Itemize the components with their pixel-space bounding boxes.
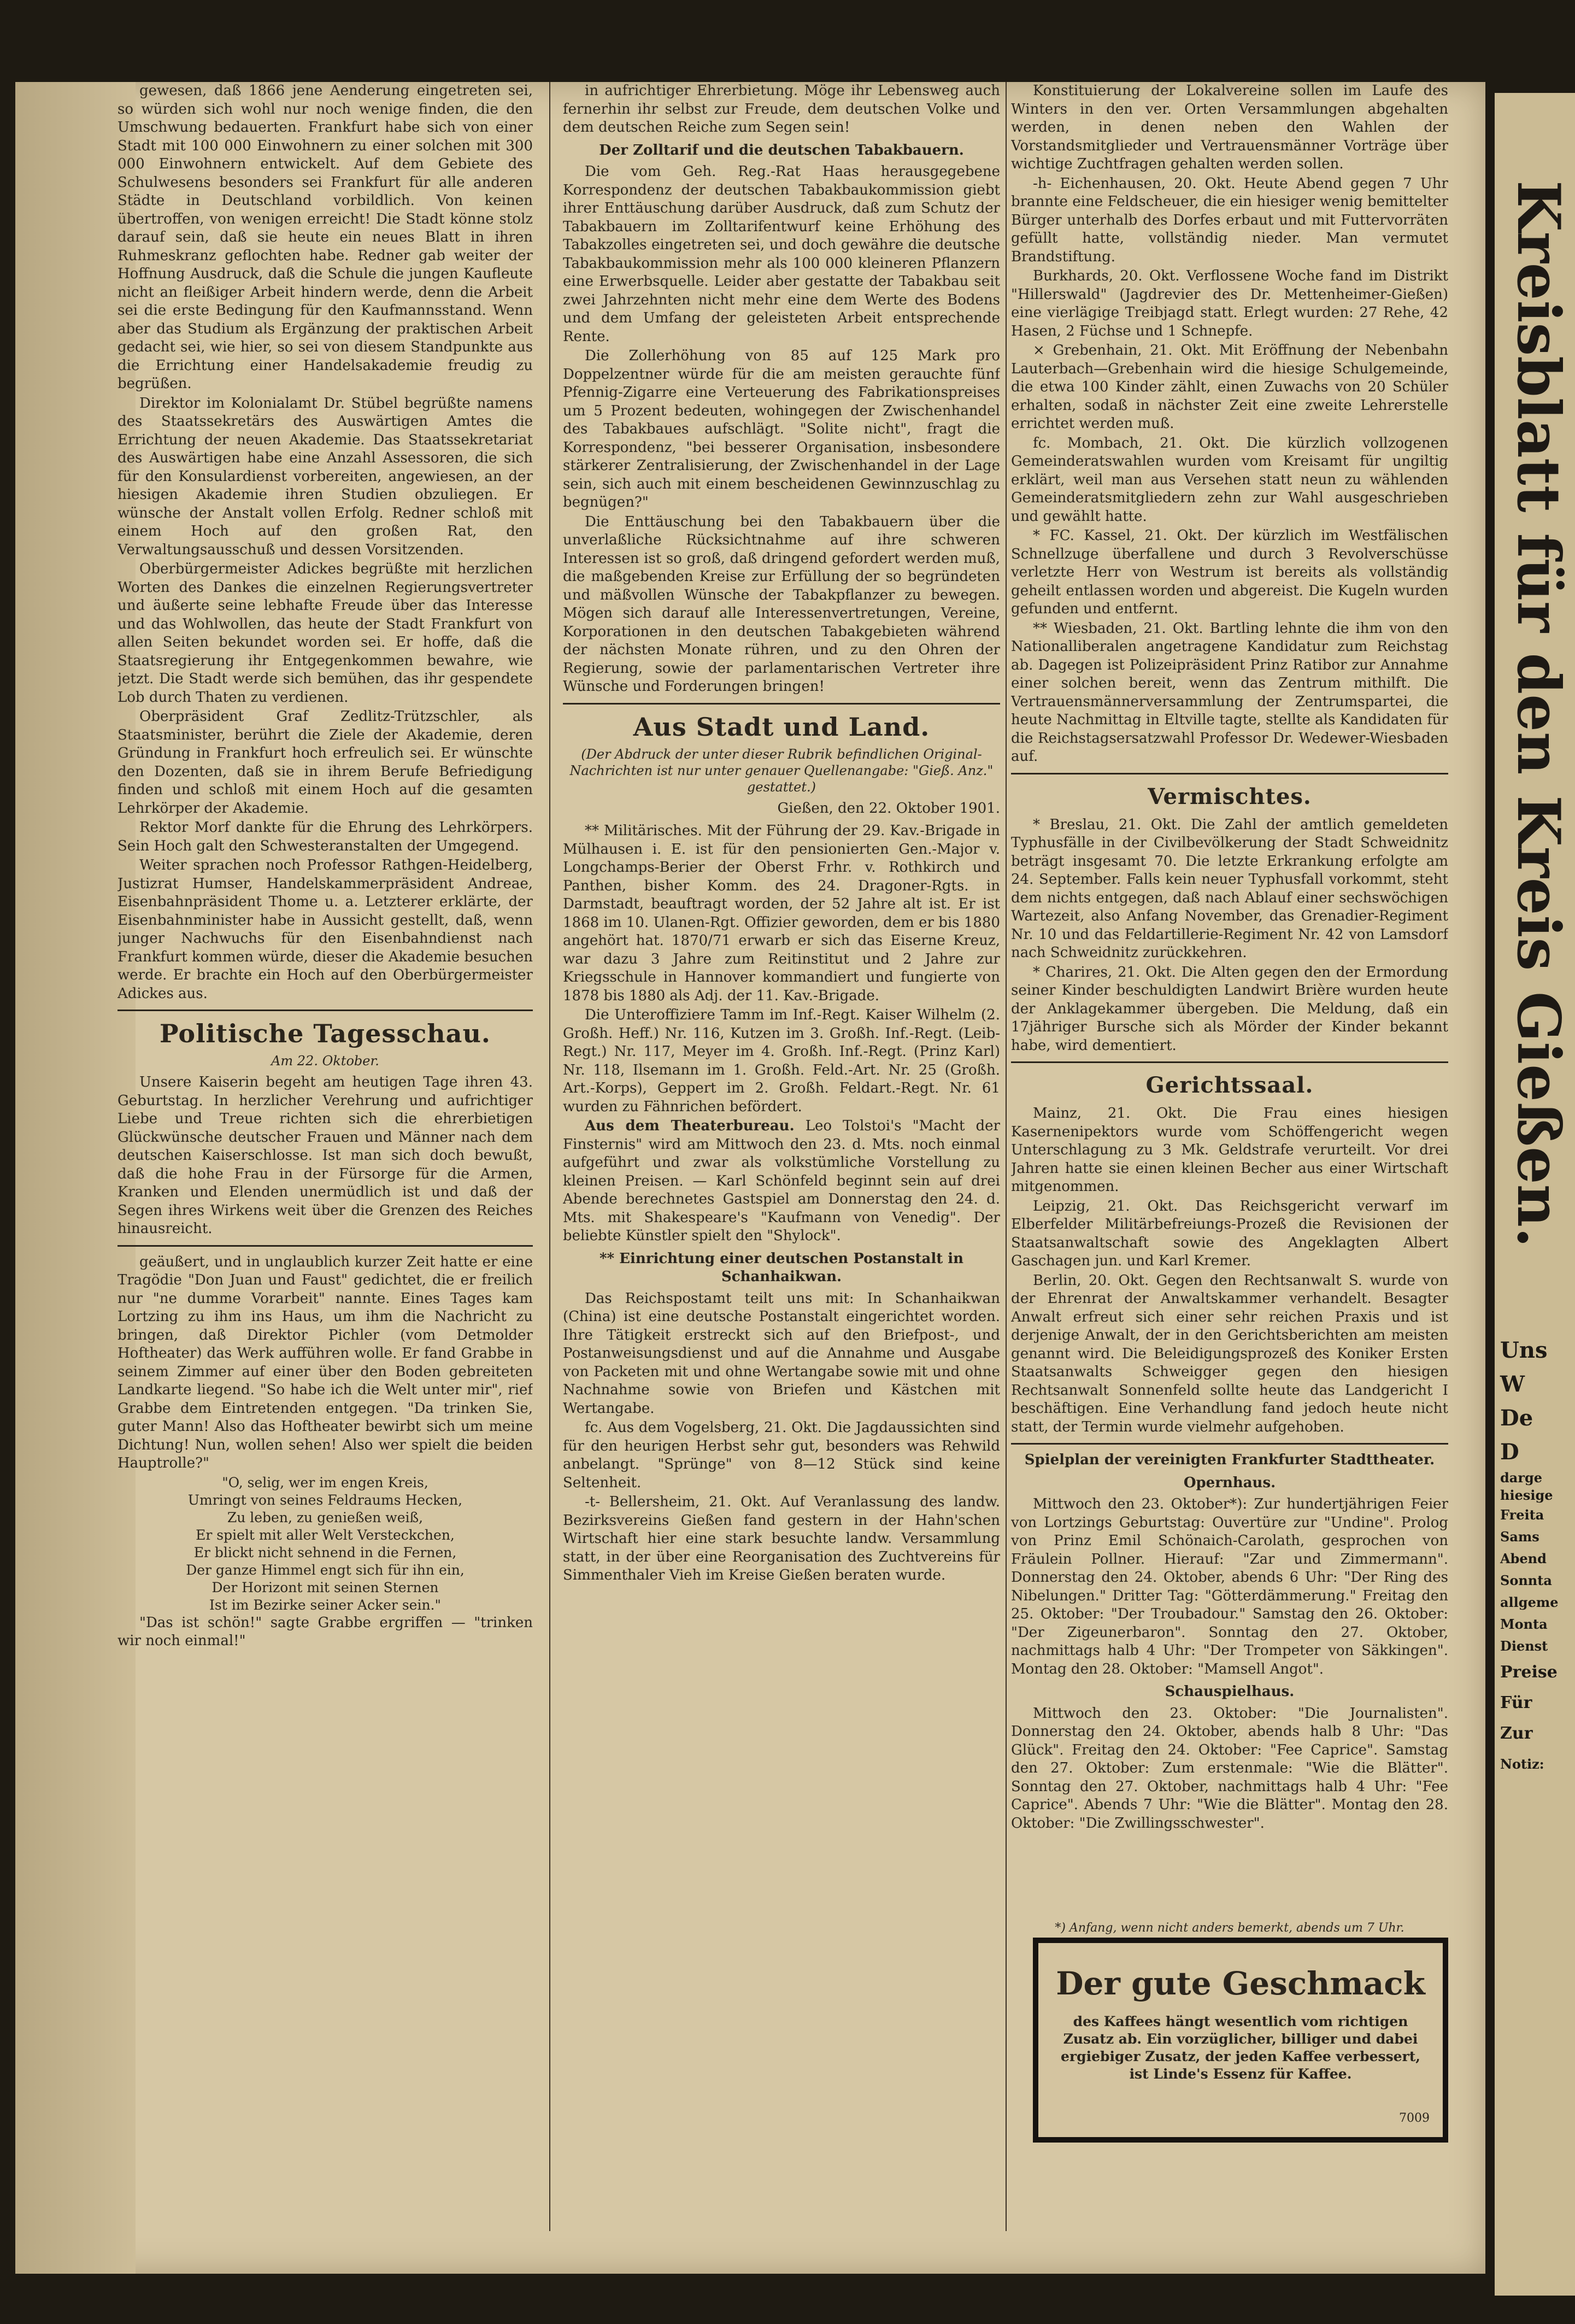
fragment: allgeme: [1500, 1594, 1559, 1610]
section-title: Vermischtes.: [1148, 783, 1312, 809]
paragraph: Berlin, 20. Okt. Gegen den Rechtsanwalt S. wurde von der Ehrenrat der Anwaltskammer verhandelt. Besagter Anwalt erfreut sich einer sehr reichen Praxis und ist derjenige Anwalt, der in den Gerichtsberichten am meisten genannt wird. Die Beleidigungsprozeß des Koniker Ersten Staatsanwalts Schweigger gegen den hiesigen Rechtsanwalt Sonnenfeld sollte heute das Landgericht I beschäftigen. Eine Verhandlung fand jedoch heute nicht statt, der Termin wurde vielmehr aufgehoben.: [1011, 1272, 1448, 1435]
poem-line: Er spielt mit aller Welt Versteckchen,: [196, 1527, 455, 1543]
paragraph: Oberpräsident Graf Zedlitz-Trützschler, als Staatsminister, berührt die Ziele der Akademie, deren Gründung in Frankfurt hoch erfreulich sei. Er wünschte den Dozenten, daß sie in ihrem Berufe Befriedigung finden und schloß mit einem Hoch auf die gesamten Lehrkörper der Akademie.: [117, 708, 533, 817]
fragment: Uns: [1500, 1337, 1548, 1363]
fragment: Freita: [1500, 1507, 1544, 1523]
section-title: Aus Stadt und Land.: [633, 712, 930, 742]
paragraph: Die Enttäuschung bei den Tabakbauern über die unverlaßliche Rücksichtnahme auf ihre schweren Interessen ist so groß, daß dringend gefordert werden muß, die maßgebenden Kreise zur Erfüllung der so begründeten und mäßvollen Wünsche der Tabakpflanzer zu bewegen. Mögen sich darauf alle Interessenvertretungen, Vereine, Korporationen in den deutschen Tabakgebieten während der nächsten Monate rühren, und zu den Ohren der Regierung, sowie der parlamentarischen Vertreter ihre Wünsche und Forderungen bringen!: [563, 513, 1000, 695]
paragraph: * Breslau, 21. Okt. Die Zahl der amtlich gemeldeten Typhusfälle in der Civilbevölkerung der Stadt Schweidnitz beträgt insgesamt 70. Die letzte Erkrankung erfolgte am 24. September. Falls kein neuer Typhusfall vorkommt, steht dem nichts entgegen, daß nach Ablauf einer sechswöchigen Wartezeit, also Anfang November, das Grenadier-Regiment Nr. 10 und das Feldartillerie-Regiment Nr. 42 von Lamsdorf nach Schweidnitz zurückkehren.: [1011, 816, 1448, 961]
fragment: hiesige: [1500, 1487, 1553, 1503]
poem: [117, 1474, 533, 1614]
fragment: darge: [1500, 1470, 1543, 1486]
section-date: Am 22. Oktober.: [271, 1053, 379, 1069]
fragment: Abend: [1500, 1551, 1547, 1566]
column-rule: [549, 82, 550, 2231]
paragraph: Das Reichspostamt teilt uns mit: In Schanhaikwan (China) ist eine deutsche Postanstalt eingerichtet worden. Ihre Tätigkeit erstreckt sich auf den Briefpost-, und Postanweisungsdienst und auf die Annahme und Ausgabe von Packeten mit und ohne Wertangabe sowie mit und ohne Nachnahme sowie von Briefen und Kästchen mit Wertangabe.: [563, 1290, 1000, 1417]
paragraph: Mittwoch den 23. Oktober: "Die Journalisten". Donnerstag den 24. Oktober, abends halb 8 Uhr: "Das Glück". Freitag den 24. Oktober: "Fee Caprice". Samstag den 27. Oktober: Zum erstenmale: "Wie die Blätter". Sonntag den 27. Oktober, nachmittags halb 4 Uhr: "Fee Caprice". Abends 7 Uhr: "Wie die Blätter". Montag den 28. Oktober: "Die Zwillingsschwester".: [1011, 1705, 1448, 1832]
footnote: *) Anfang, wenn nicht anders bemerkt, abends um 7 Uhr.: [1055, 1921, 1404, 1935]
masthead: Kreisblatt für den Kreis Gießen.: [1504, 180, 1573, 1248]
paragraph: [563, 1117, 1000, 1246]
paragraph: * FC. Kassel, 21. Okt. Der kürzlich im Westfälischen Schnellzuge überfallene und durch 3 Revolverschüsse verletzte Herr von Westrum ist bereits als vollständig geheilt entlassen worden und abgereist. Die Kugeln wurden gefunden und entfernt.: [1011, 527, 1448, 617]
paragraph-text: Leo Tolstoi's "Macht der Finsternis" wird am Mittwoch den 23. d. Mts. noch einmal aufgeführt und zwar als volkstümliche Vorstellung zu kleinen Preisen. — Karl Schönfeld beginnt sein auf drei Abende berechnetes Gastspiel am Donnerstag den 24. d. Mts. mit Shakespeare's "Kaufmann von Venedig". Der beliebte Künstler spielt den "Shylock".: [563, 1118, 1000, 1244]
paragraph: in aufrichtiger Ehrerbietung. Möge ihr Lebensweg auch fernerhin ihr selbst zur Freude, dem deutschen Volke und dem deutschen Reiche zum Segen sein!: [563, 83, 1000, 136]
paragraph: * Charires, 21. Okt. Die Alten gegen den der Ermordung seiner Kinder beschuldigten Landwirt Brière wurden heute der Anklagekammer übergeben. Die Meldung, daß ein 17jähriger Bursche sich als Mörder der Kinder bekannt habe, wird dementiert.: [1011, 964, 1448, 1054]
section-title: Gerichtssaal.: [1145, 1072, 1314, 1098]
poem-line: Ist im Bezirke seiner Acker sein.": [209, 1597, 441, 1613]
fragment: Für: [1500, 1693, 1532, 1712]
paragraph: Unsere Kaiserin begeht am heutigen Tage ihren 43. Geburtstag. In herzlicher Verehrung und aufrichtiger Liebe und Treue richten sich die ehrerbietigen Glückwünsche deutscher Frauen und Männer nach dem deutschen Kaiserschlosse. Ist man sich doch bewußt, daß die hohe Frau in der Fürsorge für die Armen, Kranken und Elenden unermüdlich ist und daß der Segen ihres Wirkens weit über die Grenzen des Reiches hinausreicht.: [117, 1074, 533, 1237]
paragraph: fc. Mombach, 21. Okt. Die kürzlich vollzogenen Gemeinderatswahlen wurden vom Kreisamt für ungiltig erklärt, weil man aus Versehen statt neun zu wählenden Gemeinderatsmitgliedern zehn zur Wahl ausgeschrieben und gewählt hatte.: [1011, 435, 1448, 525]
paragraph: ** Militärisches. Mit der Führung der 29. Kav.-Brigade in Mülhausen i. E. ist für den pensionierten Gen.-Major v. Longchamps-Berier der Oberst Frhr. v. Rothkirch und Panthen, bisher Komm. des 24. Dragoner-Rgts. in Darmstadt, beauftragt worden, der 52 Jahre alt ist. Er ist 1868 im 10. Ulanen-Rgt. Offizier geworden, dem er bis 1880 angehört hat. 1870/71 erwarb er sich das Eiserne Kreuz, war dazu 3 Jahre zum Reitinstitut und 2 Jahre zur Kriegsschule in Hannover kommandiert und fungierte von 1878 bis 1880 als Adj. der 11. Kav.-Brigade.: [563, 823, 1000, 1004]
fragment: Zur: [1500, 1724, 1533, 1743]
section-rule: [117, 1010, 533, 1011]
paragraph: Die vom Geh. Reg.-Rat Haas herausgegebene Korrespondenz der deutschen Tabakbaukommission giebt ihrer Enttäuschung darüber Ausdruck, daß zum Schutz der Tabakbauern im Zolltarifentwurf keine Erhöhung des Tabakzolles eingetreten sei, und doch gewähre die deutsche Tabakbaukommission mehr als 100 000 kleineren Pflanzern eine Erwerbsquelle. Leider aber gestatte der Tabakbau seit zwei Jahrzehnten nicht mehr eine dem Werte des Bodens und dem Umfang der geleisteten Arbeit entsprechende Rente.: [563, 163, 1000, 345]
poem-line: Der Horizont mit seinen Sternen: [211, 1579, 439, 1595]
paragraph: fc. Aus dem Vogelsberg, 21. Okt. Die Jagdaussichten sind für den heurigen Herbst sehr gut, besonders was Rehwild anbelangt. "Sprünge" von 8—12 Stück sind keine Seltenheit.: [563, 1419, 1000, 1491]
paragraph: Leipzig, 21. Okt. Das Reichsgericht verwarf im Elberfelder Militärbefreiungs-Prozeß die Revisionen der Staatsanwaltschaft sowie des Angeklagten Albert Gaschagen jun. und Karl Kremer.: [1011, 1198, 1448, 1269]
paragraph: Mittwoch den 23. Oktober*): Zur hundertjährigen Feier von Lortzings Geburtstag: Ouvertüre zur "Undine". Prolog von Prinz Emil Schönaich-Carolath, gesprochen von Fräulein Pollner. Hierauf: "Zar und Zimmermann". Donnerstag den 24. Oktober, abends 6 Uhr: "Der Ring des Nibelungen." Dritter Tag: "Götterdämmerung." Freitag den 25. Oktober: "Der Troubadour." Samstag den 26. Oktober: "Der Zigeunerbaron". Sonntag den 27. Oktober, nachmittags halb 4 Uhr: "Der Trompeter von Säkkingen". Montag den 28. Oktober: "Mamsell Angot".: [1011, 1496, 1448, 1677]
paragraph: Weiter sprachen noch Professor Rathgen-Heidelberg, Justizrat Humser, Handelskammerpräsident Andreae, Eisenbahnpräsident Thome u. a. Letzterer erklärte, der Eisenbahnminister habe in Aussicht gestellt, daß, wenn junger Nachwuchs für den Eisenbahndienst nach Frankfurt kommen würde, dieser die Akademie besuchen werde. Er brachte ein Hoch auf den Oberbürgermeister Adickes aus.: [117, 857, 533, 1002]
fragment: Preise: [1500, 1663, 1558, 1682]
section-rule: [1011, 1443, 1448, 1445]
fragment: Notiz:: [1500, 1756, 1544, 1772]
adjacent-page-fragments: [1500, 1334, 1575, 1780]
poem-line: Umringt von seines Feldraums Hecken,: [187, 1492, 463, 1508]
paragraph: ** Wiesbaden, 21. Okt. Bartling lehnte die ihm von den Nationalliberalen angetragene Kandidatur zum Reichstag ab. Dagegen ist Polizeipräsident Prinz Ratibor zur Annahme einer solchen bereit, wenn das Zentrum mithilft. Die Vertrauensmännerversammlung der Zentrumspartei, die heute Nachmittag in Eltville tagte, stellte als Kandidaten für die Reichstagsersatzwahl Professor Dr. Wedewer-Wiesbaden auf.: [1011, 620, 1448, 765]
section-rule: [1011, 773, 1448, 774]
section-title: Spielplan der vereinigten Frankfurter Stadttheater.: [1024, 1452, 1435, 1468]
paragraph: Die Unteroffiziere Tamm im Inf.-Regt. Kaiser Wilhelm (2. Großh. Heff.) Nr. 116, Kutzen im 3. Großh. Inf.-Regt. (Leib-Regt.) Nr. 117, Meyer im 4. Großh. Inf.-Regt. (Prinz Karl) Nr. 118, Ilsemann im 1. Großh. Feld.-Art. Nr. 25 (Großh. Art.-Korps), Geppert im 2. Großh. Feldart.-Regt. Nr. 61 wurden zu Fähnrichen befördert.: [563, 1007, 1000, 1115]
paragraph: Mainz, 21. Okt. Die Frau eines hiesigen Kasernenipektors wurde vom Schöffengericht wegen Unterschlagung zu 3 Mk. Geldstrafe verurteilt. Vor drei Jahren hatte sie einen kleinen Becher aus einer Wirtschaft mitgenommen.: [1011, 1105, 1448, 1195]
section-title: Politische Tagesschau.: [160, 1019, 491, 1048]
poem-line: Der ganze Himmel engt sich für ihn ein,: [186, 1562, 465, 1578]
dateline: Gießen, den 22. Oktober 1901.: [777, 800, 1000, 817]
column-rule: [1006, 82, 1007, 2231]
column-2: [563, 82, 1000, 2231]
subhead-schauspiel: Schauspielhaus.: [1165, 1683, 1295, 1700]
paragraph: Rektor Morf dankte für die Ehrung des Lehrkörpers. Sein Hoch galt den Schwesteranstalten der Umgegend.: [117, 819, 533, 854]
paragraph: Die Zollerhöhung von 85 auf 125 Mark pro Doppelzentner würde für die am meisten gerauchte fünf Pfennig-Zigarre eine Verteuerung des Fabrikationspreises um 5 Prozent bedeuten, wohingegen der Zwischenhandel des Tabakbaues aufschlägt. "Solite nicht", fragt die Korrespondenz, "bei besserer Organisation, insbesondere stärkerer Zentralisierung, der Zwischenhandel in der Lage sein, sich auch mit einem bescheidenen Gewinnzuschlag zu begnügen?": [563, 348, 1000, 510]
fragment: Sonnta: [1500, 1572, 1552, 1588]
ad-title: Der gute Geschmack: [1056, 1965, 1425, 2002]
section-rule: [563, 703, 1000, 705]
advertisement: [1033, 1938, 1448, 2143]
column-1: [117, 82, 533, 2231]
paragraph: Oberbürgermeister Adickes begrüßte mit herzlichen Worten des Dankes die einzelnen Regierungsvertreter und äußerte seine lebhafte Freude über das Interesse und das Wohlwollen, das heute der Stadt Frankfurt von allen Seiten bekundet worden sei. Er hoffe, daß die Staatsregierung ihr Entgegenkommen bewahre, wie jetzt. Die Stadt werde sich bemühen, das ihr gespendete Lob durch Thaten zu verdienen.: [117, 561, 533, 706]
paragraph: -h- Eichenhausen, 20. Okt. Heute Abend gegen 7 Uhr brannte eine Feldscheuer, die ein hiesiger wenig bemittelter Bürger unterhalb des Dorfes erbaut und mit Futtervorräten gefüllt hatte, vollständig nieder. Man vermutet Brandstiftung.: [1011, 175, 1448, 265]
fragment: D: [1500, 1439, 1519, 1465]
section-rule: [1011, 1061, 1448, 1063]
subhead-zolltarif: Der Zolltarif und die deutschen Tabakbauern.: [599, 142, 964, 159]
subhead-postanstalt: ** Einrichtung einer deutschen Postanstalt in Schanhaikwan.: [599, 1250, 964, 1285]
poem-line: Er blickt nicht sehnend in die Fernen,: [193, 1544, 457, 1560]
paragraph: "Das ist schön!" sagte Grabbe ergriffen — "trinken wir noch einmal!": [117, 1614, 533, 1649]
fragment: De: [1500, 1405, 1533, 1431]
fragment: W: [1500, 1371, 1525, 1397]
paragraph: Burkhards, 20. Okt. Verflossene Woche fand im Distrikt "Hillerswald" (Jagdrevier des Dr. Mettenheimer-Gießen) eine vierlägige Treibjagd statt. Erlegt wurden: 27 Rehe, 42 Hasen, 2 Füchse und 1 Schnepfe.: [1011, 268, 1448, 339]
section-rule: [117, 1245, 533, 1247]
inline-subhead: Aus dem Theaterbureau.: [585, 1118, 795, 1134]
paragraph: × Grebenhain, 21. Okt. Mit Eröffnung der Nebenbahn Lauterbach—Grebenhain wird die hiesige Schulgemeinde, die etwa 100 Kinder zählt, einen Zuwachs von 20 Schüler erhalten, sodaß in nächster Zeit eine zweite Lehrerstelle errichtet werden muß.: [1011, 342, 1448, 432]
feuilleton-paragraph: geäußert, und in unglaublich kurzer Zeit hatte er eine Tragödie "Don Juan und Faust" gedichtet, die er freilich nur "ne dumme Vorarbeit" nannte. Eines Tages kam Lortzing zu ihm ins Haus, um ihm die Nachricht zu bringen, daß Direktor Pichler (vom Detmolder Hoftheater) das Werk aufführen wolle. Er fand Grabbe in seinem Zimmer auf einer über den Boden gebreiteten Landkarte liegend. "So habe ich die Welt unter mir", rief Grabbe dem Eintretenden entgegen. "Da trinken Sie, guter Mann! Also das Hoftheater bewirbt sich um meine Dichtung! Nun, wollen sehen! Also wer spielt die beiden Hauptrolle?": [117, 1253, 533, 1471]
section-note: (Der Abdruck der unter dieser Rubrik befindlichen Original-Nachrichten ist nur unter genauer Quellenangabe: "Gieß. Anz." gestattet.): [569, 746, 994, 795]
subhead-opera: Opernhaus.: [1183, 1474, 1276, 1491]
column-3: [1011, 82, 1448, 1909]
paragraph: Konstituierung der Lokalvereine sollen im Laufe des Winters in den ver. Orten Versammlungen abgehalten werden, in denen neben den Wahlen der Vorstandsmitglieder und Vertrauensmänner Vorträge über wichtige Zuchtfragen gehalten werden sollen.: [1011, 83, 1448, 172]
paragraph: gewesen, daß 1866 jene Aenderung eingetreten sei, so würden sich wohl nur noch wenige finden, die den Umschwung bedauerten. Frankfurt habe sich von einer Stadt mit 100 000 Einwohnern zu einer solchen mit 300 000 Einwohnern entwickelt. Auf dem Gebiete des Schulwesens besonders sei Frankfurt für alle anderen Städte in Deutschland vorbildlich. Von keinen übertroffen, von wenigen erreicht! Die Stadt könne stolz darauf sein, daß sie heute ein neues Blatt in ihren Ruhmeskranz geflochten habe. Redner gab weiter der Hoffnung Ausdruck, daß die Schule die jungen Kaufleute nicht an fleißiger Arbeit hindern werde, denn die Arbeit sei die erste Bedingung für den Kaufmannsstand. Wenn aber das Studium als Ergänzung der praktischen Arbeit gedacht sei, wie hier, so sei von diesem Standpunkte aus die Errichtung einer Handelsakademie freudig zu begrüßen.: [117, 83, 533, 392]
fragment: Dienst: [1500, 1638, 1548, 1654]
paragraph: -t- Bellersheim, 21. Okt. Auf Veranlassung des landw. Bezirksvereins Gießen fand gestern in der Hahn'schen Wirtschaft hier eine stark besuchte landw. Versammlung statt, in der über eine Reorganisation des Zuchtvereins für Simmenthaler Vieh im Kreise Gießen beraten wurde.: [563, 1494, 1000, 1583]
poem-line: Zu leben, zu genießen weiß,: [227, 1509, 424, 1525]
poem-line: "O, selig, wer im engen Kreis,: [222, 1474, 428, 1490]
ad-number: 7009: [1399, 2111, 1430, 2125]
fragment: Monta: [1500, 1616, 1548, 1632]
paragraph: Direktor im Kolonialamt Dr. Stübel begrüßte namens des Staatssekretärs des Auswärtigen Amtes die Errichtung der neuen Akademie. Das Staatssekretariat des Auswärtigen habe eine Anzahl Assessoren, die sich für den Konsulardienst vorbereiten, angewiesen, an der hiesigen Akademie ihren Studien obzuliegen. Er wünsche der Anstalt vollen Erfolg. Redner schloß mit einem Hoch auf den großen Rat, den Verwaltungsausschuß und dessen Vorsitzenden.: [117, 395, 533, 558]
fragment: Sams: [1500, 1529, 1539, 1545]
ad-text: des Kaffees hängt wesentlich vom richtigen Zusatz ab. Ein vorzüglicher, billiger und dabei ergiebiger Zusatz, der jeden Kaffee verbessert, ist Linde's Essenz für Kaffee.: [1061, 2014, 1420, 2082]
